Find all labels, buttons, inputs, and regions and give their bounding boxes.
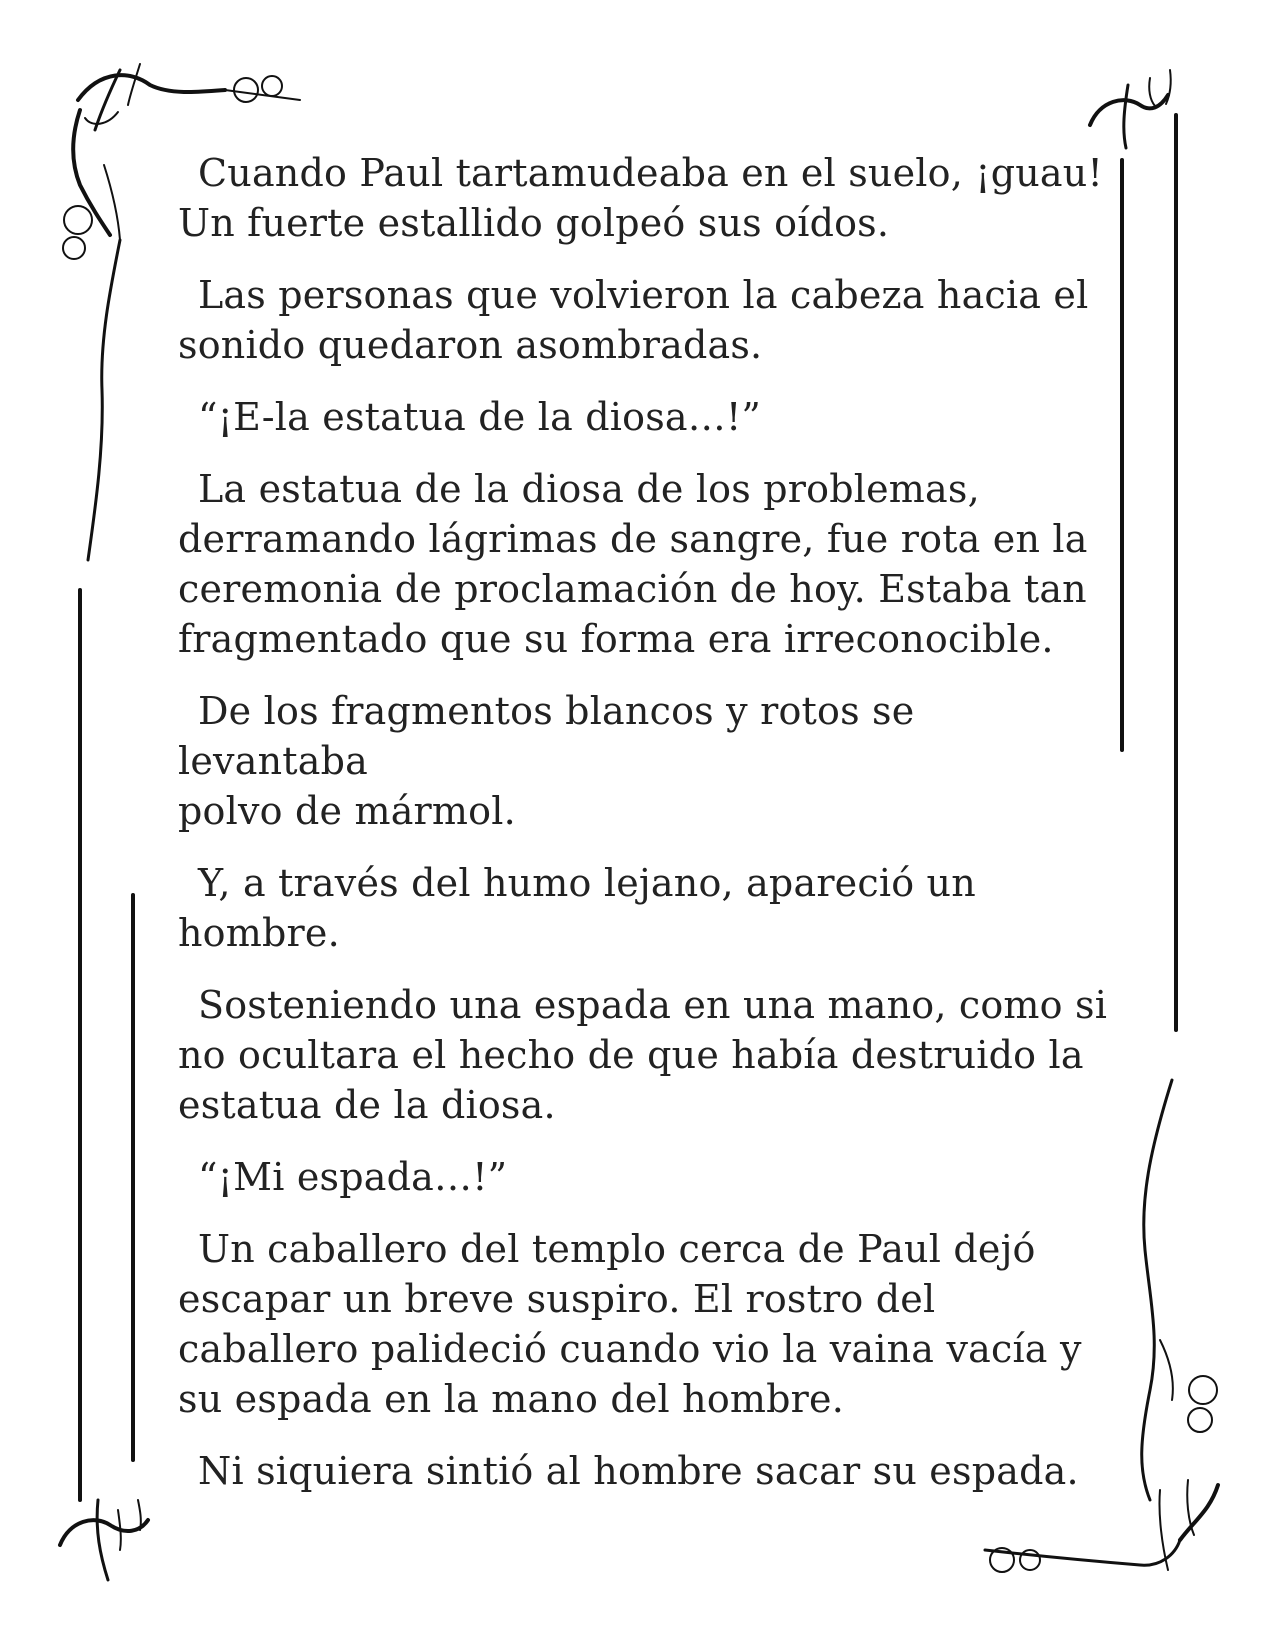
body-text bbox=[178, 148, 1108, 1518]
paragraph-7: Sosteniendo una espada en una mano, como si no ocultara el hecho de que había destruido la estatua de la diosa. bbox=[178, 983, 1108, 1127]
paragraph-8: “¡Mi espada…!” bbox=[198, 1155, 508, 1199]
paragraph-3: “¡E-la estatua de la diosa…!” bbox=[198, 395, 762, 439]
paragraph-2: Las personas que volvieron la cabeza hacia el sonido quedaron asombradas. bbox=[178, 273, 1089, 367]
paragraph-5: De los fragmentos blancos y rotos se levantaba polvo de mármol. bbox=[178, 689, 915, 833]
paragraph-1: Cuando Paul tartamudeaba en el suelo, ¡guau! Un fuerte estallido golpeó sus oídos. bbox=[178, 151, 1103, 245]
paragraph-9: Un caballero del templo cerca de Paul dejó escapar un breve suspiro. El rostro del caballero palideció cuando vio la vaina vacía y su espada en la mano del hombre. bbox=[178, 1227, 1082, 1421]
top-left-flourish bbox=[78, 75, 225, 100]
paragraph-10: Ni siquiera sintió al hombre sacar su espada. bbox=[198, 1449, 1079, 1493]
top-right-flourish bbox=[1090, 95, 1168, 125]
paragraph-4: La estatua de la diosa de los problemas, derramando lágrimas de sangre, fue rota en la ceremonia de proclamación de hoy. Estaba tan fragmentado que su forma era irreconocible. bbox=[178, 467, 1088, 661]
bottom-left-flourish bbox=[60, 1520, 148, 1545]
paragraph-6: Y, a través del humo lejano, apareció un hombre. bbox=[178, 861, 976, 955]
